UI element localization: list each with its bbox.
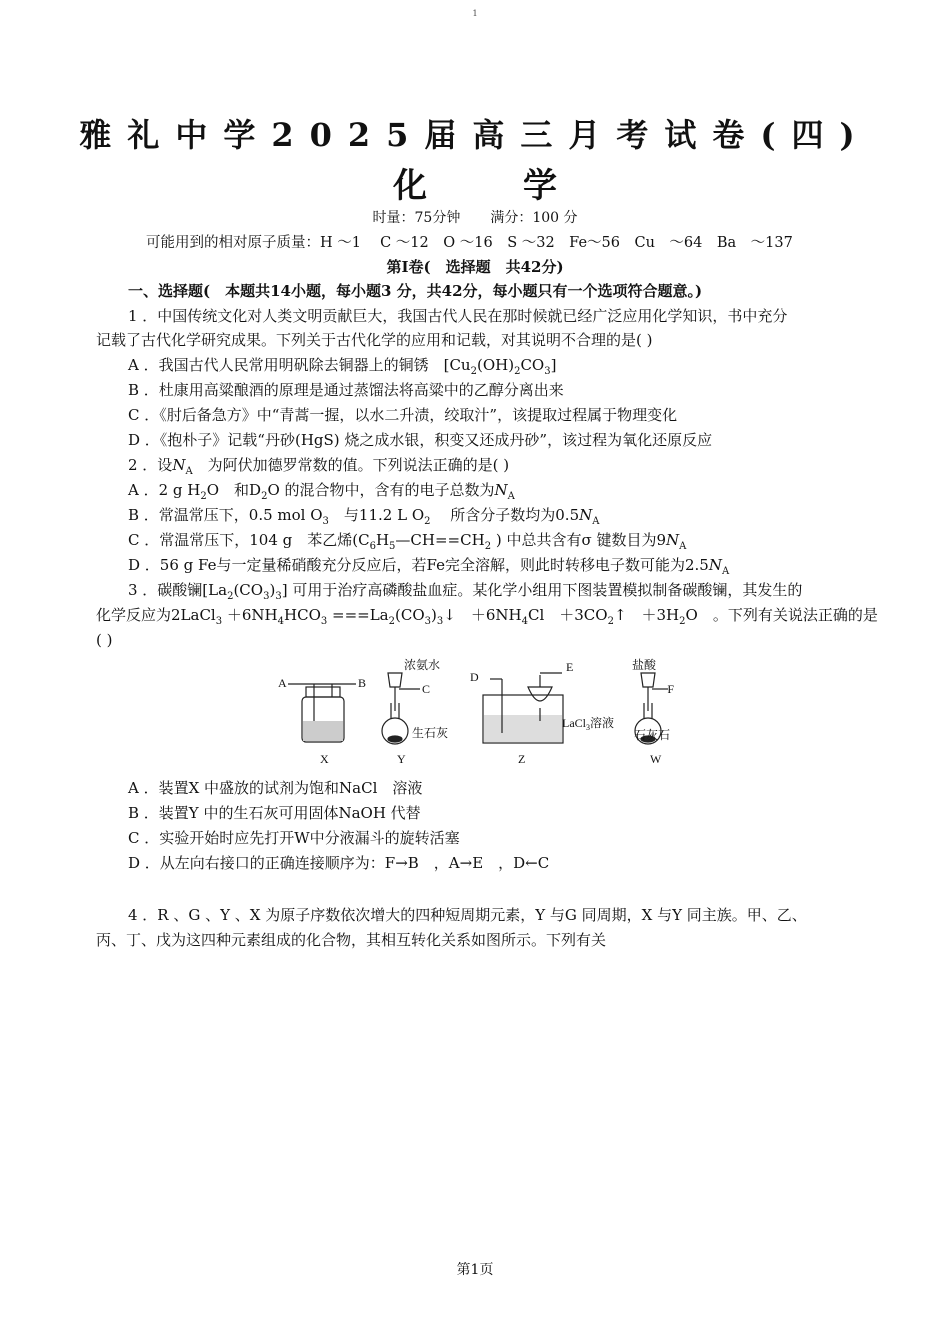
subject-part1: 化 — [393, 166, 427, 206]
label-conc-ammonia: 浓氨水 — [404, 658, 441, 672]
part-one-heading-text: 一、选择题( 本题共14小题，每小题3 分，共42分，每小题只有一个选项符合题意。) — [128, 282, 703, 300]
q2-option-a: A ．2 g $H_2O$ 和$D_2O$ 的混合物中，含有的电子总数为$N_A$ — [128, 481, 515, 502]
label-e: E — [566, 660, 574, 674]
q3-option-b: B ．装置Y 中的生石灰可用固体NaOH 代替 — [128, 804, 421, 822]
q1-option-b: B ．杜康用高粱酿酒的原理是通过蒸馏法将高粱中的乙醇分离出来 — [128, 381, 564, 399]
q1-option-c: C ．《肘后备急方》中“青蒿一握，以水二升渍，绞取汁”，该提取过程属于物理变化 — [128, 406, 678, 424]
q2-stem: 2 ．设$N_A$ 为阿伏加德罗常数的值。下列说法正确的是( ) — [128, 456, 510, 477]
q4-stem-line1: 4 ．R 、G 、Y 、X 为原子序数依次增大的四种短周期元素，Y 与G 同周期，X 与Y 同主族。甲、乙、 — [128, 906, 807, 924]
q1-option-a: A ．我国古代人民常用明矾除去铜器上的铜锈 $[Cu_2(OH)_2CO_3]$ — [128, 356, 557, 377]
apparatus-z — [483, 673, 563, 743]
caption-y: Y — [397, 752, 406, 766]
q1-stem-line2: 记载了古代化学研究成果。下列关于古代化学的应用和记载，对其说明不合理的是( ) — [96, 331, 653, 349]
caption-w: W — [650, 752, 662, 766]
part-one-heading — [128, 279, 908, 303]
apparatus-figure — [270, 653, 674, 771]
exam-info — [0, 207, 950, 227]
section-title: 第Ⅰ卷( 选择题 共42分) — [386, 258, 564, 276]
label-a: A — [278, 676, 287, 690]
q3-stem-line2: 化学反应为2LaCl$_3$ $+6NH_4HCO_3$ $===La_2(CO_3)_3↓$ $+6NH_4Cl$ $+3CO_2↑$ $+3H_2O$ 。下列有关说法正确的是 — [96, 606, 878, 627]
time-info: 时量：75分钟 — [372, 210, 461, 226]
q2-option-d: D ．56 g Fe与一定量稀硝酸充分反应后，若Fe完全溶解，则此时转移电子数可能为$2.5N_A$ — [128, 556, 730, 577]
apparatus-x — [288, 684, 356, 742]
page-number-top: 1 — [472, 9, 478, 18]
q4-stem-line2: 丙、丁、戊为这四种元素组成的化合物，其相互转化关系如图所示。下列有关 — [96, 931, 607, 949]
label-c: C — [422, 682, 431, 696]
q3-option-a: A ．装置X 中盛放的试剂为饱和NaCl 溶液 — [128, 779, 423, 797]
q2-option-c: C ．常温常压下，104 g 苯乙烯($C_6H_5—CH==CH_2$ ) 中总共含有σ 键数目为$9N_A$ — [128, 531, 687, 552]
label-hcl: 盐酸 — [631, 658, 656, 672]
atomic-masses: 可能用到的相对原子质量：H ～1 C ～12 O ～16 S ～32 Fe～56 Cu ～64 Ba ～137 — [146, 235, 793, 251]
label-b: B — [358, 676, 367, 690]
label-quicklime: 生石灰 — [412, 726, 449, 740]
caption-z: Z — [518, 752, 526, 766]
q2-option-b: B ．常温常压下，0.5 mol $O_3$ 与11.2 L $O_2$ 所含分子数均为$0.5N_A$ — [128, 506, 600, 527]
caption-x: X — [320, 752, 329, 766]
q1-option-d: D ．《抱朴子》记载“丹砂(HgS) 烧之成水银，积变又还成丹砂”，该过程为氧化还原反应 — [128, 431, 713, 449]
q3-option-d: D ．从左向右接口的正确连接顺序为：F→B ，A→E ，D←C — [128, 854, 550, 872]
q3-stem-line3: ( ) — [96, 631, 113, 649]
q3-stem-line1: 3 ．碳酸镧$[La_2(CO_3)_3]$ 可用于治疗高磷酸盐血症。某化学小组用下图装置模拟制备碳酸镧，其发生的 — [128, 581, 803, 602]
q1-stem-line1: 1 ．中国传统文化对人类文明贡献巨大，我国古代人民在那时候就已经广泛应用化学知识，书中充分 — [128, 307, 788, 325]
subject-title — [0, 158, 950, 207]
label-lacl3: LaCl$_3$溶液 — [562, 716, 615, 732]
label-d: D — [470, 670, 479, 684]
q3-option-c: C ．实验开始时应先打开W中分液漏斗的旋转活塞 — [128, 829, 460, 847]
label-limestone: 石灰石 — [633, 728, 670, 742]
score-info: 满分：100 分 — [490, 210, 578, 226]
exam-title: 雅礼中学2025届高三月考试卷(四) — [79, 116, 871, 154]
page-footer: 第1页 — [456, 1262, 494, 1278]
subject-part2: 学 — [523, 166, 557, 206]
label-f: F — [667, 682, 674, 696]
